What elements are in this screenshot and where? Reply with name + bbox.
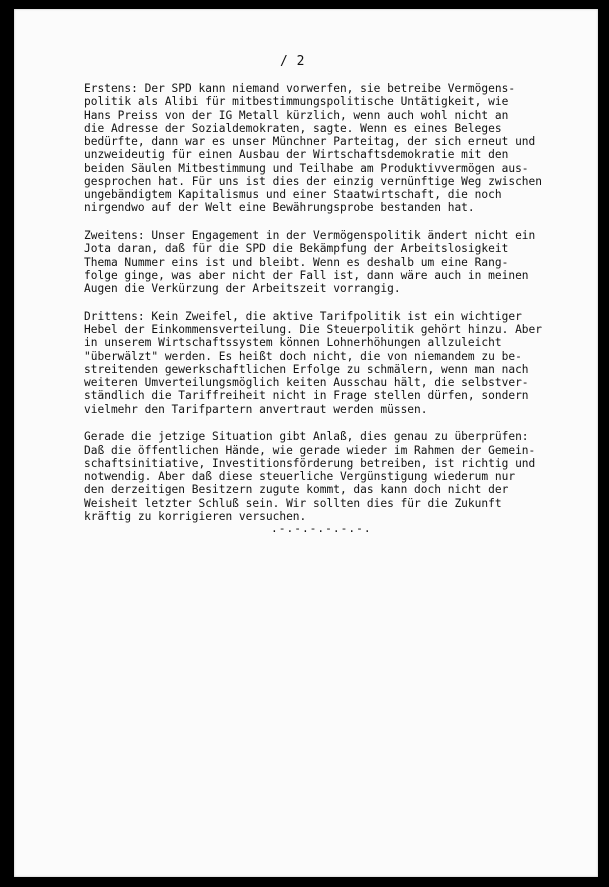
text-line: notwendig. Aber daß diese steuerliche Vergünstigung wiederum nur bbox=[84, 470, 516, 483]
text-line: gesprochen hat. Für uns ist dies der einzig vernünftige Weg zwischen bbox=[84, 174, 543, 188]
paragraph-gerade bbox=[84, 430, 574, 523]
text-line: Zweitens: Unser Engagement in der Vermögenspolitik ändert nicht ein bbox=[84, 229, 536, 242]
text-line: Thema Nummer eins ist und bleibt. Wenn es deshalb um eine Rang- bbox=[84, 255, 509, 269]
paragraph-drittens bbox=[84, 310, 574, 416]
text-line: Weisheit letzter Schluß sein. Wir sollten dies für die Zukunft bbox=[84, 496, 502, 510]
text-line: Jota daran, daß für die SPD die Bekämpfung der Arbeitslosigkeit bbox=[84, 242, 509, 256]
text-line: in unserem Wirtschaftssystem können Lohnerhöhungen allzuleicht bbox=[84, 336, 502, 350]
text-line: den derzeitigen Besitzern zugute kommt, das kann doch nicht der bbox=[84, 483, 509, 497]
text-line: Hans Preiss von der IG Metall kürzlich, wenn auch wohl nicht an bbox=[84, 108, 509, 122]
text-line: kräftig zu korrigieren versuchen. bbox=[84, 509, 307, 523]
text-line: ständlich die Tariffreiheit nicht in Frage stellen dürfen, sondern bbox=[84, 389, 529, 403]
text-line: politik als Alibi für mitbestimmungspolitische Untätigkeit, wie bbox=[84, 95, 509, 109]
text-line: bedürfte, dann war es unser Münchner Parteitag, der sich erneut und bbox=[84, 135, 536, 148]
document-page bbox=[14, 9, 598, 877]
paragraph-erstens bbox=[84, 82, 574, 215]
text-line: schaftsinitiative, Investitionsförderung betreiben, ist richtig und bbox=[84, 456, 536, 470]
text-line: Erstens: Der SPD kann niemand vorwerfen, sie betreibe Vermögens- bbox=[84, 82, 516, 95]
document-body bbox=[84, 82, 574, 538]
text-line: folge ginge, was aber nicht der Fall ist, dann wäre auch in meinen bbox=[84, 268, 529, 282]
text-line: weiteren Umverteilungsmöglich keiten Ausschau hält, die selbstver- bbox=[84, 376, 529, 389]
page-number: / 2 bbox=[280, 54, 305, 69]
text-line: Daß die öffentlichen Hände, wie gerade wieder im Rahmen der Gemein- bbox=[84, 443, 536, 457]
text-line: "überwälzt" werden. Es heißt doch nicht, die von niemandem zu be- bbox=[84, 349, 522, 363]
text-line: streitenden gewerkschaftlichen Erfolge zu schmälern, wenn man nach bbox=[84, 362, 529, 376]
text-line: vielmehr den Tarifpartern anvertraut werden müssen. bbox=[84, 402, 428, 416]
text-line: beiden Säulen Mitbestimmung und Teilhabe am Produktivvermögen aus- bbox=[84, 161, 529, 175]
text-line: unzweideutig für einen Ausbau der Wirtschaftsdemokratie mit den bbox=[84, 148, 509, 162]
text-line: Gerade die jetzige Situation gibt Anlaß, dies genau zu überprüfen: bbox=[84, 430, 529, 444]
text-line: Drittens: Kein Zweifel, die aktive Tarifpolitik ist ein wichtiger bbox=[84, 309, 522, 323]
text-line: die Adresse der Sozialdemokraten, sagte. Wenn es eines Beleges bbox=[84, 121, 502, 135]
text-line: ungebändigtem Kapitalismus und einer Staatwirtschaft, die noch bbox=[84, 188, 502, 201]
paragraph-zweitens bbox=[84, 229, 574, 295]
section-end-separator: .-.-.-.-.-.-. bbox=[271, 522, 372, 535]
text-line: nirgendwo auf der Welt eine Bewährungsprobe bestanden hat. bbox=[84, 201, 475, 215]
text-line: Hebel der Einkommensverteilung. Die Steuerpolitik gehört hinzu. Aber bbox=[84, 323, 543, 336]
text-line: Augen die Verkürzung der Arbeitszeit vorrangig. bbox=[84, 282, 401, 295]
